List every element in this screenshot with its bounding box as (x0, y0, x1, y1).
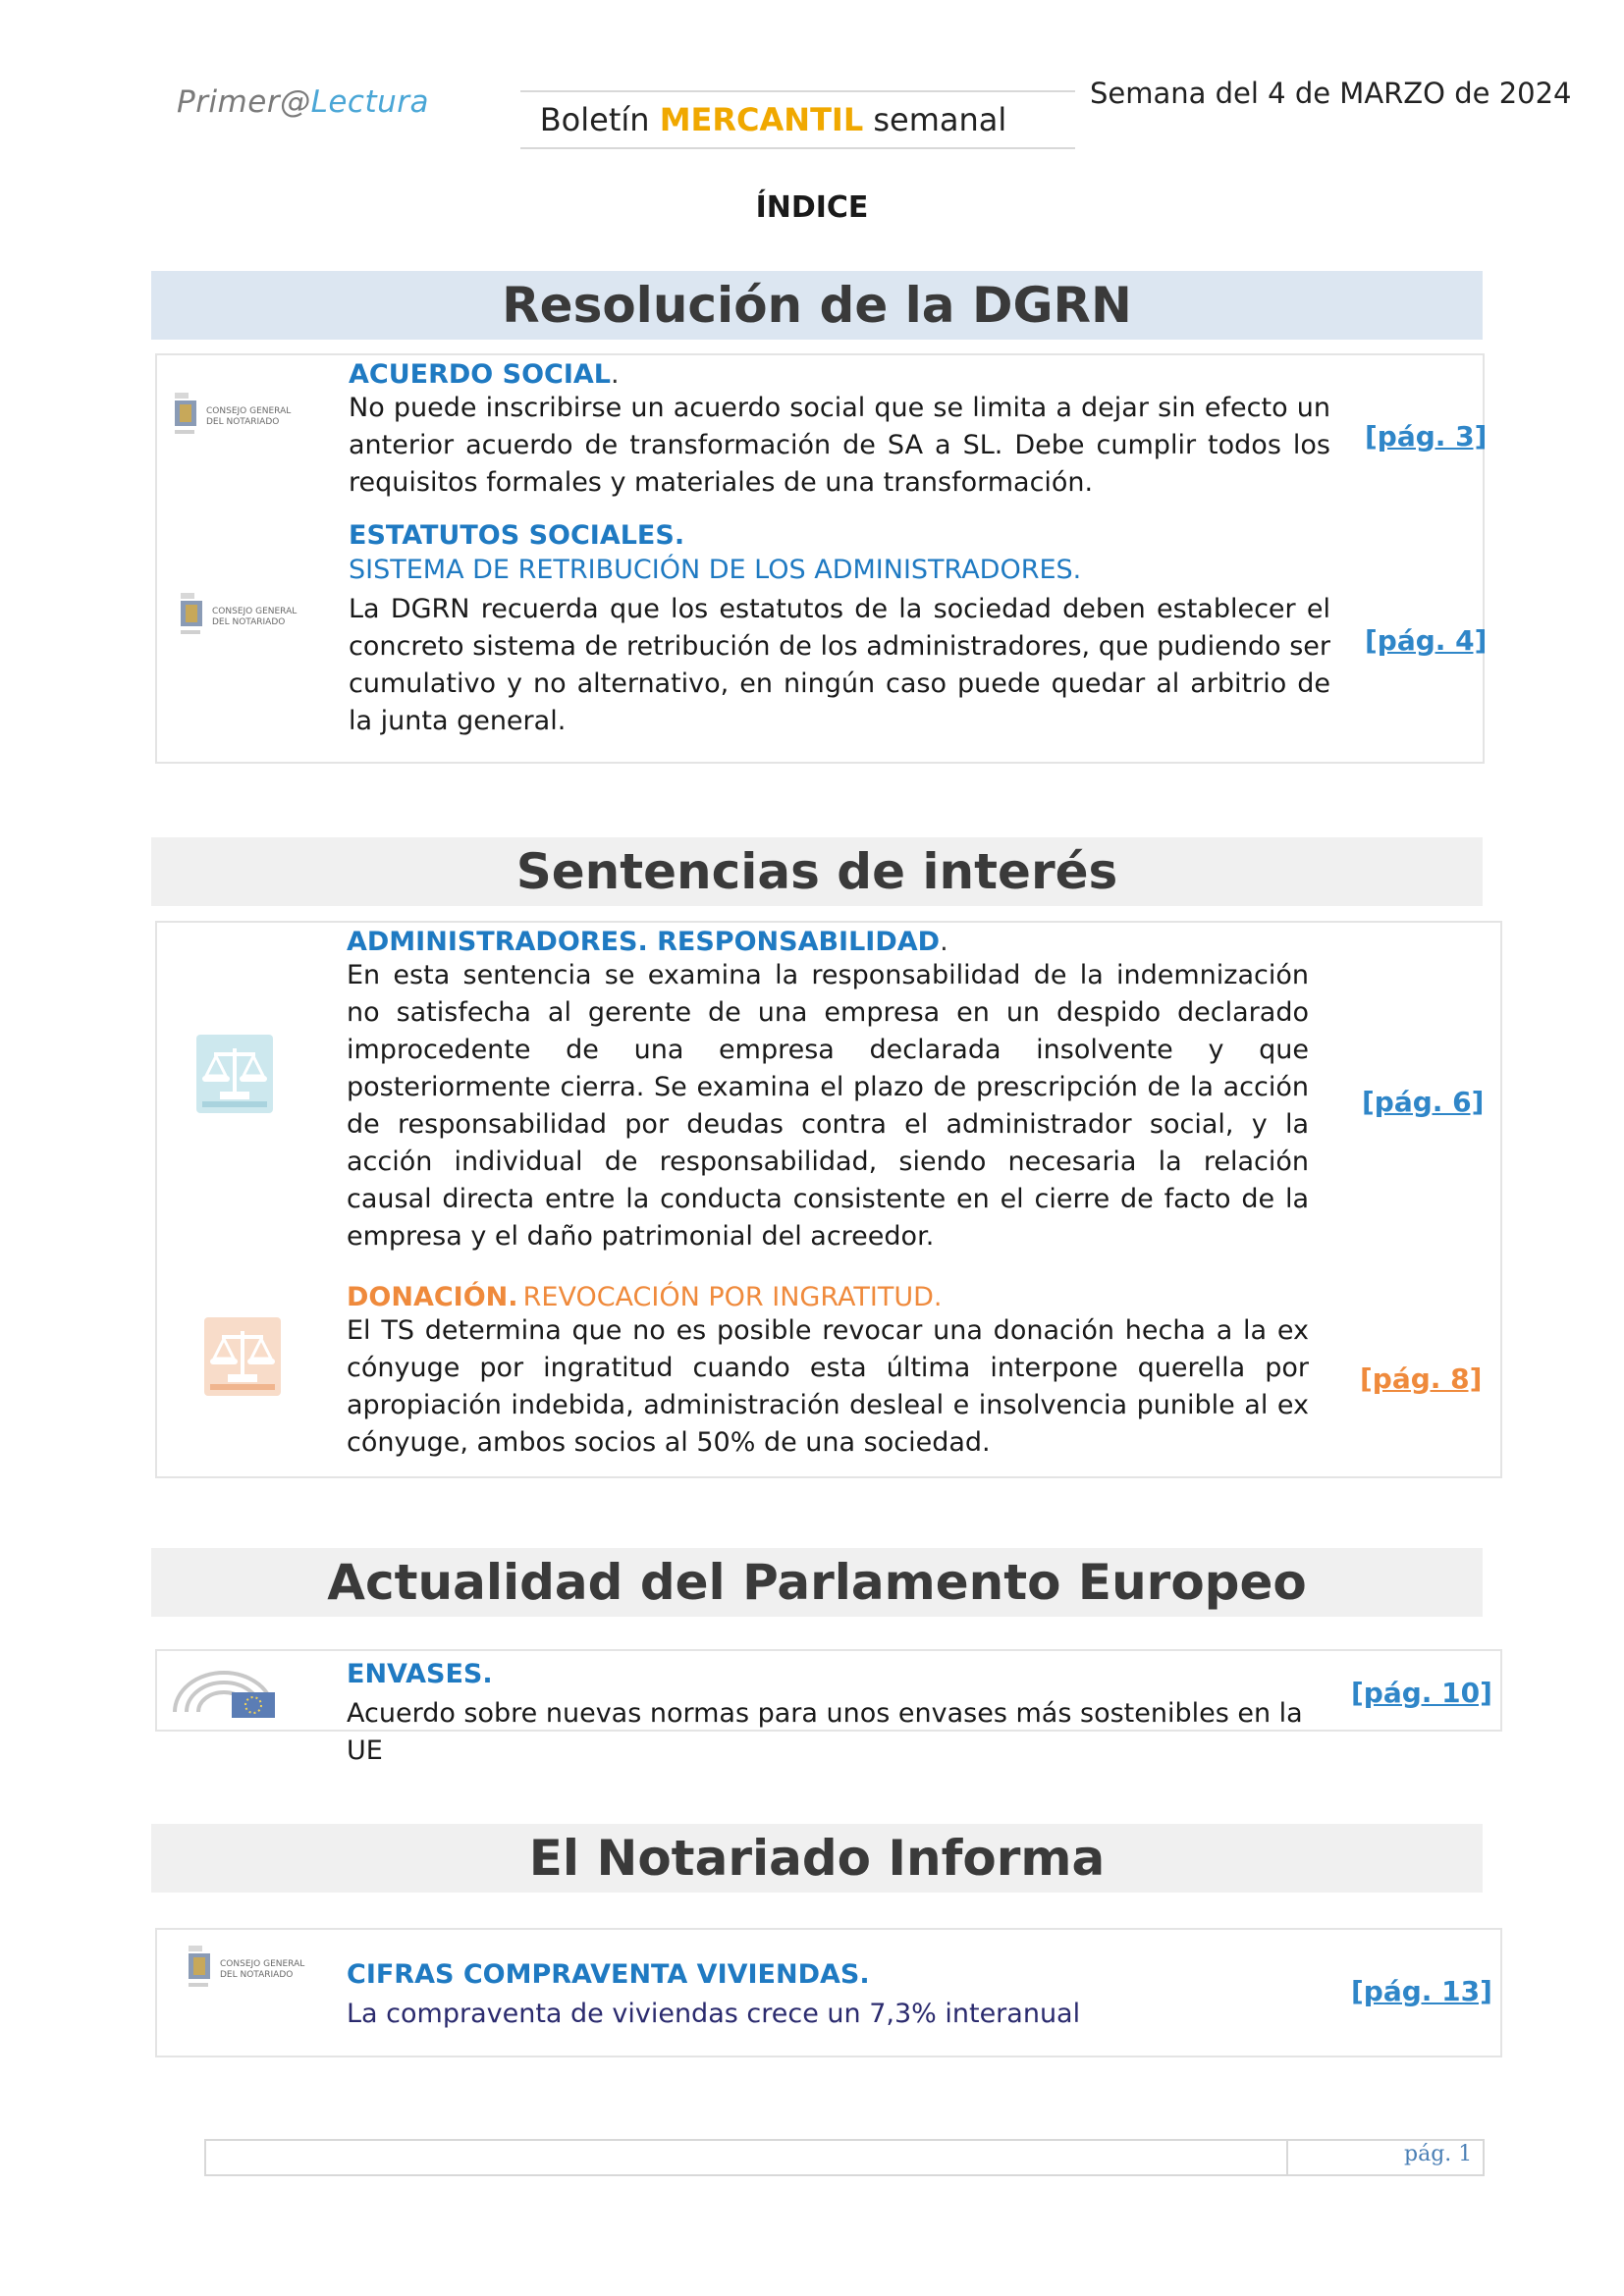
entry-body: En esta sentencia se examina la responsabilidad de la indemnización no satisfecha al gerente de una empresa en un despido declarado improcedente de una empresa declarada insolvente y que posteriormente cierra. Se examina el plazo de prescripción de la acción de responsabilidad por deudas contra el administrador social, y la acción individual de responsabilidad, siendo necesaria la relación causal directa entre la conducta consistente en el cierre de facto de la empresa y el daño patrimonial del acreedor. (347, 960, 1309, 1252)
footer-page-number: pág. 1 (1404, 2142, 1473, 2166)
entry-body: Acuerdo sobre nuevas normas para unos envases más sostenibles en la UE (347, 1698, 1303, 1766)
section-heading-dgrn: Resolución de la DGRN (151, 271, 1483, 340)
page-link[interactable]: [pág. 3] (1365, 420, 1488, 453)
bulletin-prefix: Boletín (539, 101, 650, 138)
entry-subtitle: REVOCACIÓN POR INGRATITUD. (522, 1282, 943, 1312)
svg-text:CONSEJO GENERAL: CONSEJO GENERAL (212, 607, 298, 616)
section-heading-sentencias: Sentencias de interés (151, 837, 1483, 906)
brand-logo-primary: Primer@ (177, 84, 311, 120)
brand-logo-accent: Lectura (310, 84, 430, 120)
svg-text:DEL NOTARIADO: DEL NOTARIADO (220, 1970, 294, 1980)
page-link[interactable]: [pág. 6] (1362, 1086, 1485, 1118)
entry-compraventa (347, 1959, 1328, 2033)
entry-acuerdo-social (349, 359, 1330, 502)
svg-text:CONSEJO GENERAL: CONSEJO GENERAL (206, 406, 292, 416)
section-heading-notariado: El Notariado Informa (151, 1824, 1483, 1893)
notariado-logo-icon (171, 389, 318, 452)
justice-scale-icon (202, 1315, 283, 1402)
entry-body: La compraventa de viviendas crece un 7,3% interanual (347, 1999, 1081, 2029)
notariado-logo-icon (185, 1942, 332, 2004)
page-link[interactable]: [pág. 4] (1365, 624, 1488, 657)
entry-title[interactable]: ENVASES. (347, 1659, 493, 1689)
justice-scale-icon (194, 1033, 275, 1119)
entry-estatutos-sociales (349, 520, 1330, 740)
entry-body: La DGRN recuerda que los estatutos de la sociedad deben establecer el concreto sistema de retribución de los administradores, que pudiendo ser cumulativo y no alternativo, en ningún caso puede quedar al arbitrio de la junta general. (349, 594, 1330, 736)
entry-body: El TS determina que no es posible revocar una donación hecha a la ex cónyuge por ingratitud cuando esta última interpone querella por apropiación indebida, administración desleal e insolvencia punible al ex cónyuge, ambos socios al 50% de una sociedad. (347, 1315, 1309, 1458)
entry-envases (347, 1659, 1328, 1770)
european-parliament-icon (169, 1661, 279, 1724)
page-link[interactable]: [pág. 10] (1351, 1677, 1492, 1709)
week-date: Semana del 4 de MARZO de 2024 (1090, 77, 1572, 110)
entry-donacion (347, 1282, 1309, 1462)
svg-text:DEL NOTARIADO: DEL NOTARIADO (212, 617, 286, 627)
entry-administradores (347, 927, 1309, 1255)
bulletin-keyword: MERCANTIL (659, 101, 864, 138)
footer-frame (204, 2139, 1485, 2176)
svg-text:DEL NOTARIADO: DEL NOTARIADO (206, 417, 280, 427)
entry-title[interactable]: DONACIÓN. (347, 1282, 518, 1312)
svg-text:CONSEJO GENERAL: CONSEJO GENERAL (220, 1959, 305, 1969)
section-heading-europeo: Actualidad del Parlamento Europeo (151, 1548, 1483, 1617)
entry-body: No puede inscribirse un acuerdo social que se limita a dejar sin efecto un anterior acuerdo de transformación de SA a SL. Debe cumplir todos los requisitos formales y materiales de una transformación. (349, 393, 1330, 498)
page-link[interactable]: [pág. 8] (1360, 1362, 1483, 1395)
footer-divider (1286, 2139, 1288, 2176)
entry-title[interactable]: ACUERDO SOCIAL. (349, 359, 620, 390)
entry-title[interactable]: ESTATUTOS SOCIALES. (349, 520, 685, 551)
index-title: ÍNDICE (755, 190, 869, 225)
entry-title[interactable]: CIFRAS COMPRAVENTA VIVIENDAS. (347, 1959, 870, 1990)
entry-title[interactable]: ADMINISTRADORES. RESPONSABILIDAD. (347, 927, 948, 957)
brand-logo (177, 84, 429, 120)
entry-title-row (347, 1282, 1309, 1312)
bulletin-suffix: semanal (873, 101, 1007, 138)
page-link[interactable]: [pág. 13] (1351, 1975, 1492, 2007)
entry-subtitle: SISTEMA DE RETRIBUCIÓN DE LOS ADMINISTRADORES. (349, 555, 1082, 585)
bulletin-title (520, 101, 1026, 138)
notariado-logo-icon (177, 589, 324, 652)
